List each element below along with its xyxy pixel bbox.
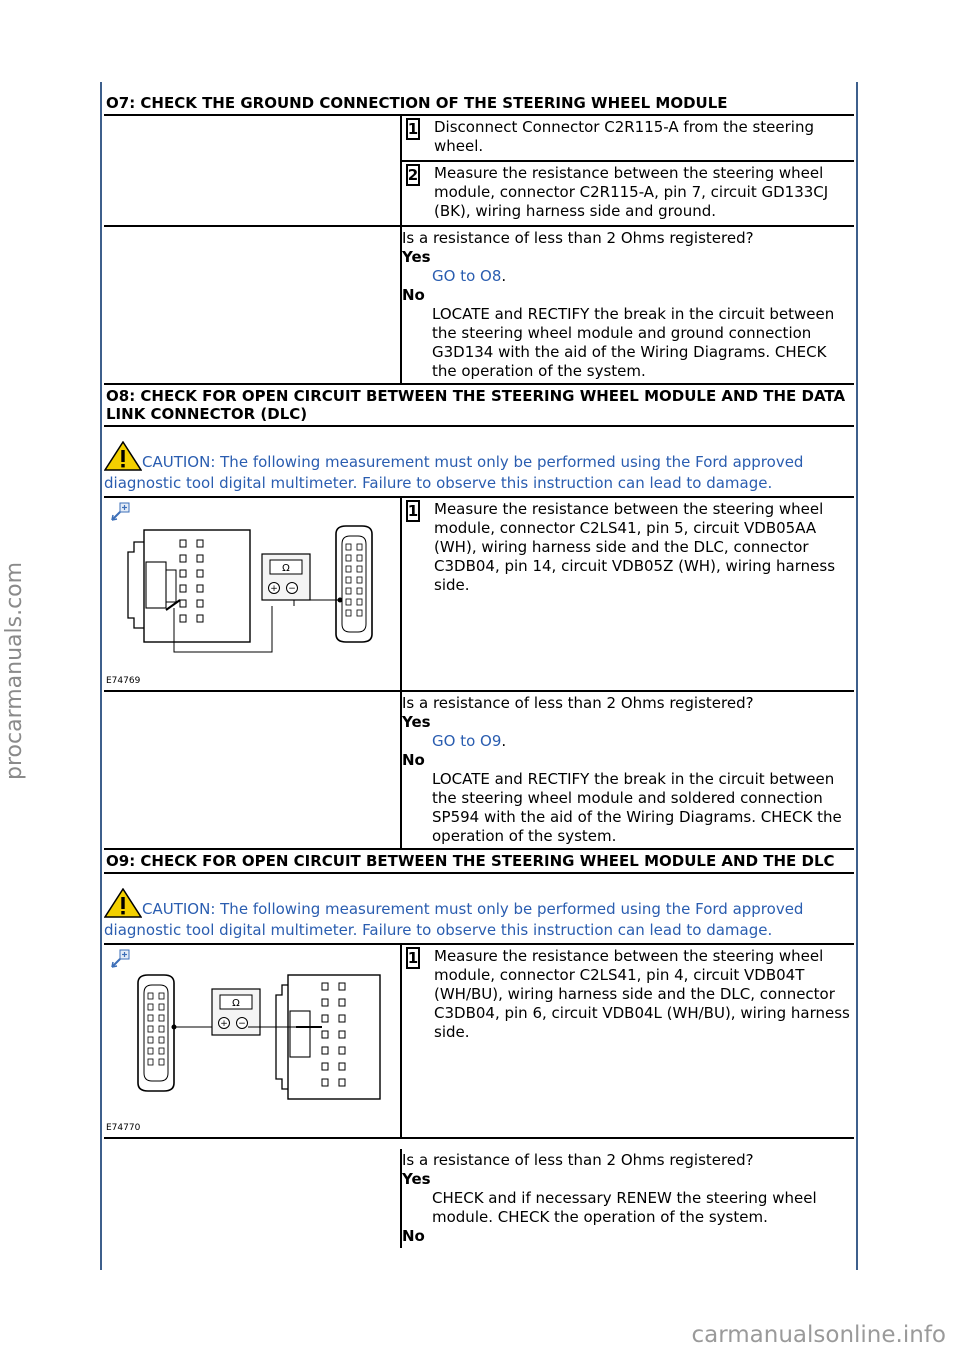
no-label: No [402,751,425,769]
o9-step-1 [402,945,854,1046]
zoom-icon[interactable] [110,949,130,969]
yes-label: Yes [402,1170,431,1188]
svg-text:−: − [238,1019,246,1029]
o7-steps-row [104,116,854,227]
warning-triangle-icon [104,888,142,918]
o8-result-row [104,692,854,850]
o9-title: O9: CHECK FOR OPEN CIRCUIT BETWEEN THE STEERING WHEEL MODULE AND THE DLC [106,852,835,870]
wiring-diagram-dlc-c2ls41 [124,971,394,1111]
o9-header [104,850,854,874]
o8-caution-row [104,427,854,498]
o8-title: O8: CHECK FOR OPEN CIRCUIT BETWEEN THE STEERING WHEEL MODULE AND THE DATA LINK CONNECTOR (DLC) [106,387,846,423]
yes-label: Yes [402,248,431,266]
o9-result-row [104,1139,854,1248]
figure-id: E74770 [106,1123,141,1133]
no-action-text: LOCATE and RECTIFY the break in the circuit between the steering wheel module and soldered connection SP594 with the aid of the Wiring Diagrams. CHECK the operation of the system. [432,770,842,845]
o7-step-2 [402,162,854,225]
question: Is a resistance of less than 2 Ohms registered? [402,694,754,712]
o9-caution-row [104,874,854,945]
bottom-watermark: carmanualsonline.info [691,1322,946,1348]
o7-step-1 [402,116,854,162]
step-number: 2 [406,164,420,186]
svg-text:Ω: Ω [232,998,240,1009]
step-text: Measure the resistance between the steering wheel module, connector C2R115-A, pin 7, circuit GD133CJ (BK), wiring harness side and ground. [434,164,829,220]
go-to-o9-link[interactable]: GO to O9 [432,732,502,750]
o9-figure-cell [104,945,402,1137]
svg-text:+: + [220,1019,228,1029]
o9-question-block [402,1149,854,1248]
yes-label: Yes [402,713,431,731]
svg-text:+: + [270,584,278,594]
step-number: 1 [406,947,420,969]
zoom-icon[interactable] [110,502,130,522]
o8-question-block: Is a resistance of less than 2 Ohms registered? Yes GO to O9. No LOCATE and RECTIFY the break in the circuit between the steering wheel module and soldered connection SP594 with the aid of the Wiring Diagrams. CHECK the operation of the system. [402,692,854,848]
o7-question-block: Is a resistance of less than 2 Ohms registered? Yes GO to O8. No LOCATE and RECTIFY the break in the circuit between the steering wheel module and ground connection G3D134 with the aid of the Wiring Diagrams. CHECK the operation of the system. [402,227,854,383]
step-text: Disconnect Connector C2R115-A from the steering wheel. [434,118,814,155]
page-frame-left [100,82,102,1270]
o8-header [104,385,854,427]
go-to-o8-link[interactable]: GO to O8 [432,267,502,285]
question: Is a resistance of less than 2 Ohms registered? [402,1151,754,1169]
step-number: 1 [406,118,420,140]
svg-text:Ω: Ω [282,563,290,574]
o8-step-1 [402,498,854,599]
step-text: Measure the resistance between the steering wheel module, connector C2LS41, pin 5, circuit VDB05AA (WH), wiring harness side and the DLC, connector C3DB04, pin 14, circuit VDB05Z (WH), wiring harness side. [434,500,836,594]
no-label: No [402,1227,425,1245]
o7-empty-cell [104,116,402,225]
o7-header [104,92,854,116]
caution-text: CAUTION: The following measurement must only be performed using the Ford approved diagnostic tool digital multimeter. Failure to observe this instruction can lead to damage. [104,900,804,939]
no-label: No [402,286,425,304]
step-number: 1 [406,500,420,522]
yes-action-text: CHECK and if necessary RENEW the steering wheel module. CHECK the operation of the system. [432,1189,817,1226]
o8-figure-row [104,498,854,692]
side-watermark: procarmanuals.com [2,561,27,780]
svg-text:−: − [288,584,296,594]
caution-text: CAUTION: The following measurement must only be performed using the Ford approved diagnostic tool digital multimeter. Failure to observe this instruction can lead to damage. [104,453,804,492]
figure-id: E74769 [106,676,141,686]
o8-figure-cell [104,498,402,690]
o9-figure-row [104,945,854,1139]
document-table [104,92,854,1248]
wiring-diagram-c2ls41-dlc [124,522,394,662]
question: Is a resistance of less than 2 Ohms registered? [402,229,754,247]
step-text: Measure the resistance between the steering wheel module, connector C2LS41, pin 4, circuit VDB04T (WH/BU), wiring harness side and the DLC, connector C3DB04, pin 6, circuit VDB04L (WH/BU), wiring harness side. [434,947,850,1041]
page-frame-right [856,82,858,1270]
o7-title: O7: CHECK THE GROUND CONNECTION OF THE STEERING WHEEL MODULE [106,94,728,112]
o7-result-row [104,227,854,385]
no-action-text: LOCATE and RECTIFY the break in the circuit between the steering wheel module and ground connection G3D134 with the aid of the Wiring Diagrams. CHECK the operation of the system. [432,305,835,380]
warning-triangle-icon [104,441,142,471]
